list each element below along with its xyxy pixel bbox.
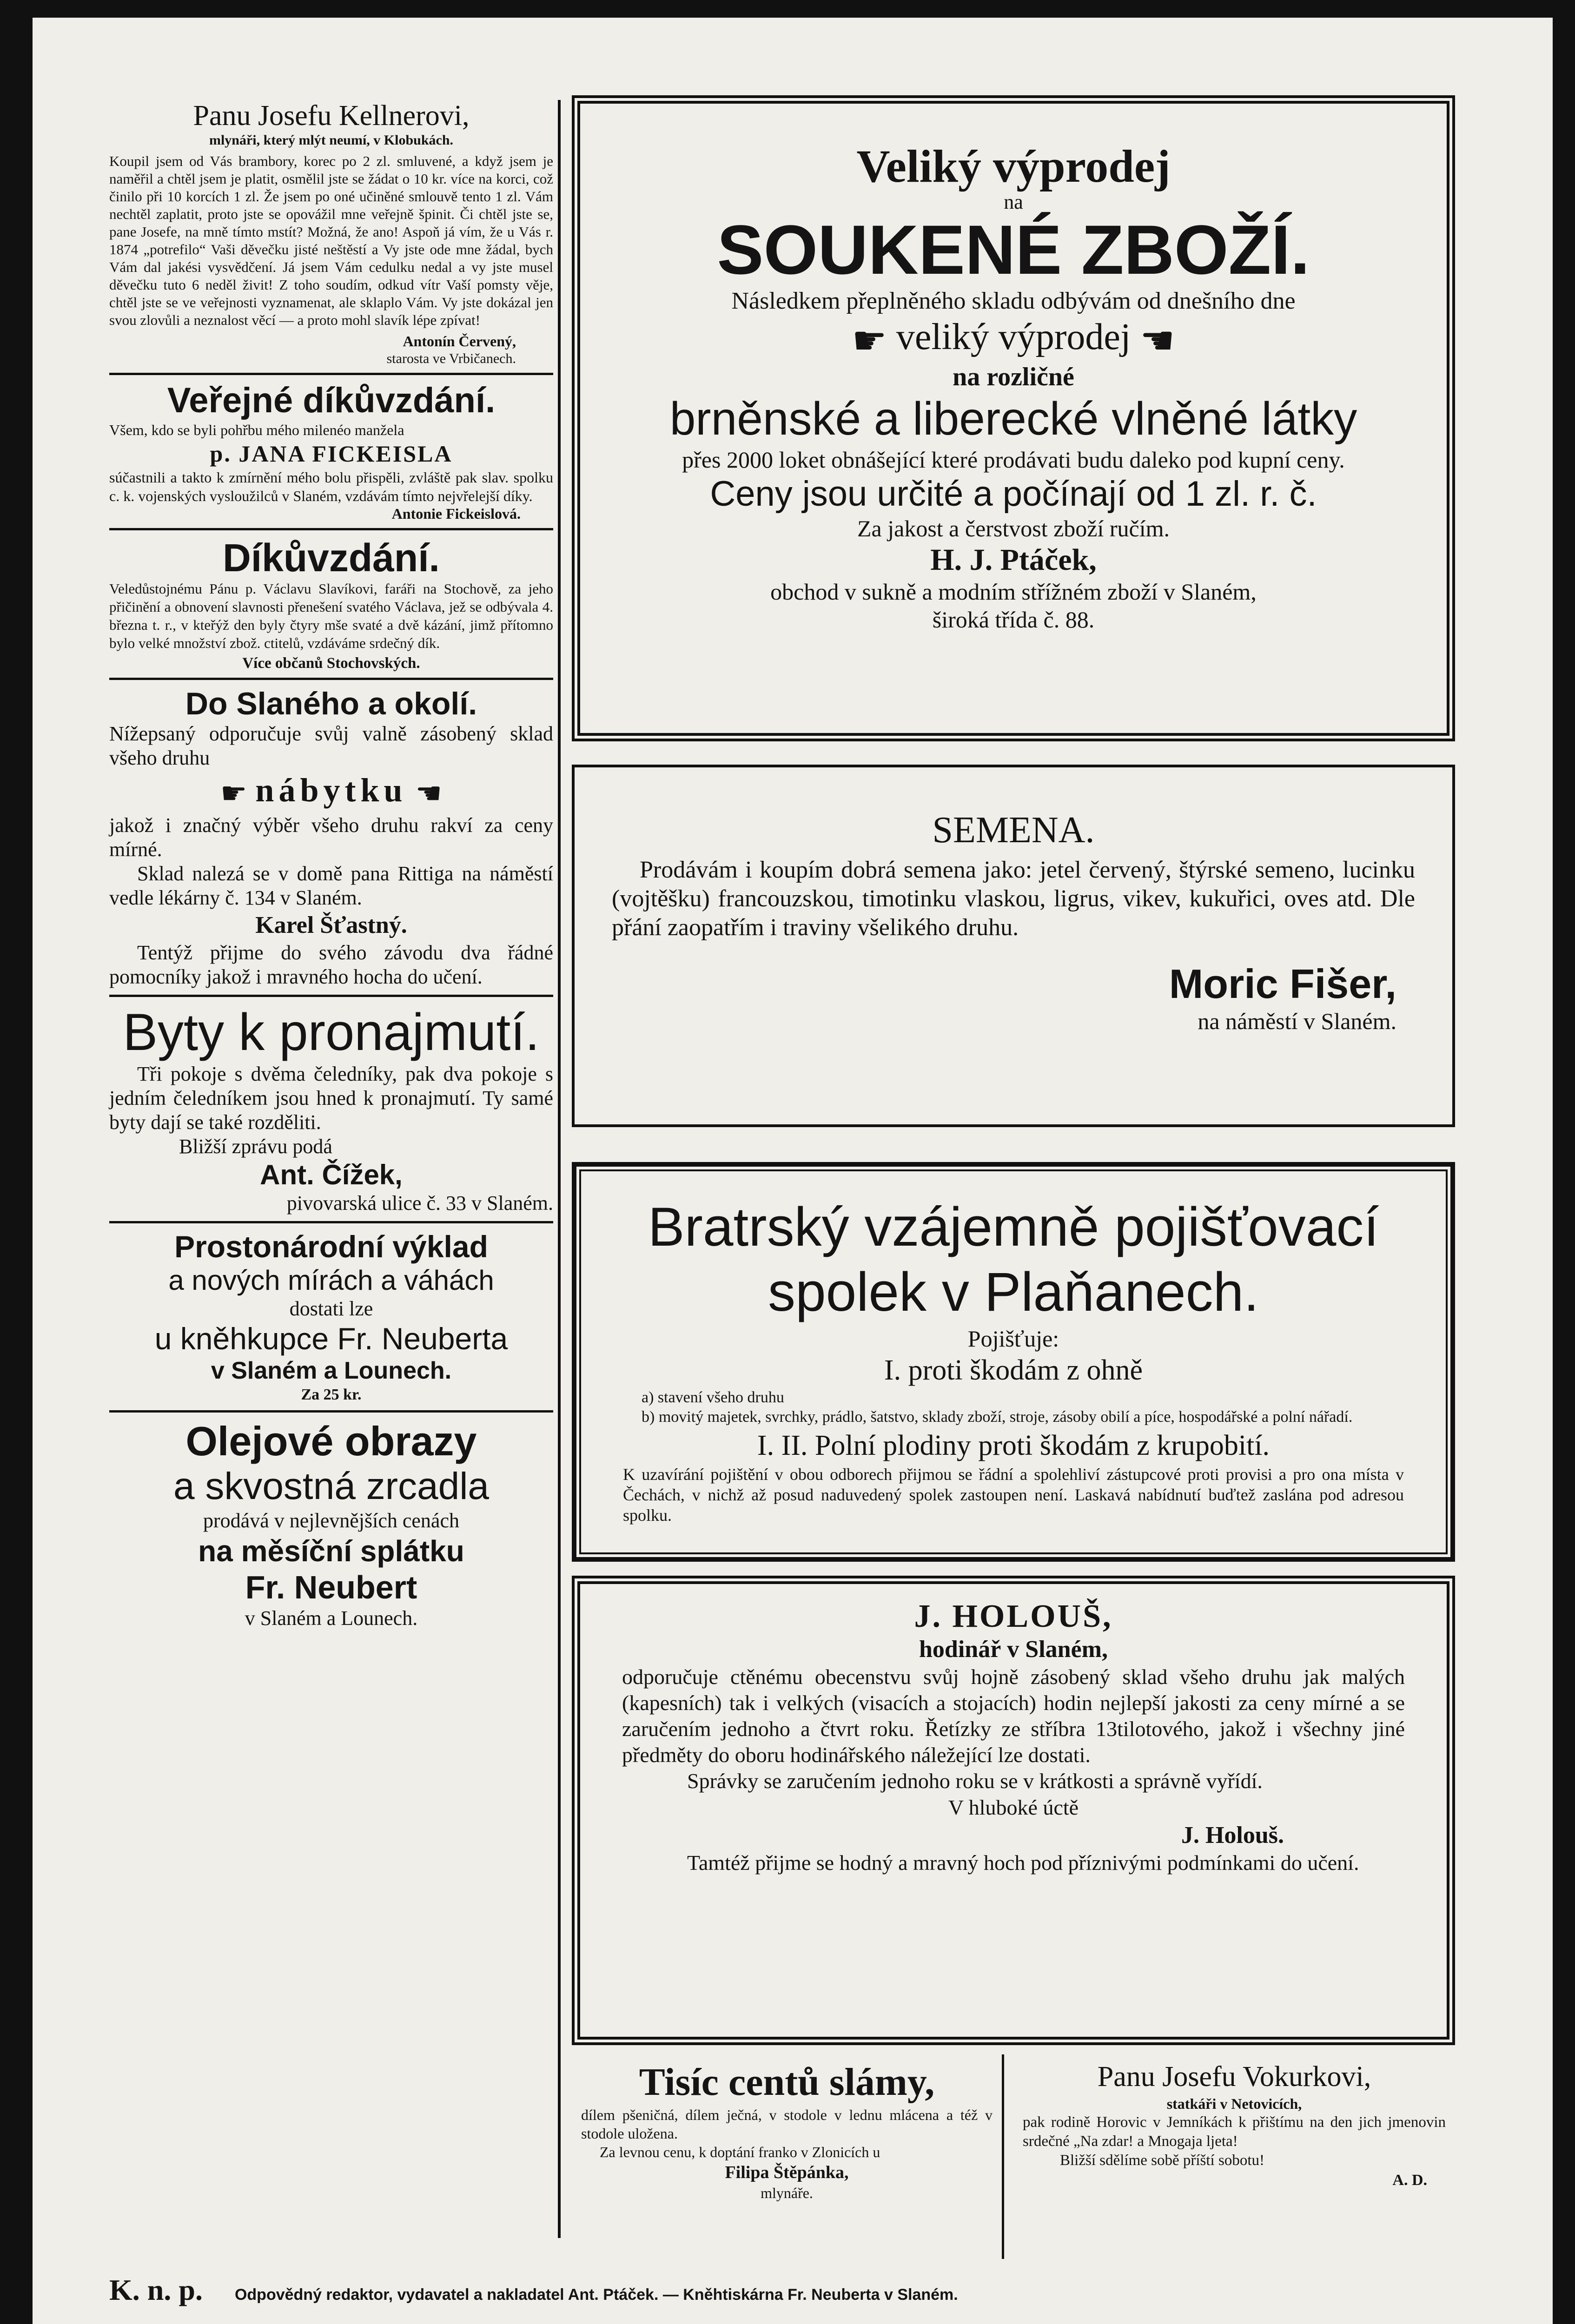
slama-title: Tisíc centů slámy, <box>639 2060 935 2104</box>
obrazy-line5: Fr. Neubert <box>245 1569 417 1606</box>
slama-body: dílem pšeničná, dílem ječná, v stodole v lednu mlácena a též v stodole uložena. <box>581 2106 993 2142</box>
pointing-hand-left-icon: ☚ <box>415 776 442 811</box>
verejne-intro: Všem, kdo se byli pohřbu mého milenéo manžela <box>109 422 404 438</box>
vyklad-line3: dostati lze <box>289 1297 373 1320</box>
pojistovna-body: K uzavírání pojištění v obou odborech přijmou se řádní a spolehliví zástupcové proti provisi a pro ona místa v Čechách, v nichž až posud naduvedený spolek zastoupen není. Laskavá nabídnutí buďtež zaslána pod adresou spolku. <box>623 1465 1404 1525</box>
divider <box>109 678 553 680</box>
vyklad-price: Za 25 kr. <box>301 1386 362 1404</box>
pointing-hand-left-icon: ☚ <box>1140 317 1175 363</box>
vyprodej-big: veliký výprodej <box>896 317 1131 357</box>
byty-name: Ant. Čížek, <box>260 1159 403 1191</box>
nabytek-highlight-row <box>109 770 553 813</box>
vokurka-body: pak rodině Horovic v Jemníkách k přištímu na den jich jmenovin srdečné „Na zdar! a Mnogaja ljeta! <box>1023 2114 1446 2150</box>
pojistovna-section1: I. proti škodám z ohně <box>884 1354 1143 1386</box>
vyprodej-title: Veliký výprodej <box>856 140 1171 192</box>
footer-mark: K. n. p. <box>109 2273 203 2306</box>
semena-address: na náměstí v Slaném. <box>1198 1008 1396 1034</box>
vokurka-signature: A. D. <box>1392 2172 1427 2189</box>
pointing-hand-right-icon: ☛ <box>220 776 247 811</box>
pojistovna-item-b: b) movitý majetek, svrchky, prádlo, šatstvo, sklady zboží, stroje, zásoby obilí a píce, hospodářské a polní nářadí. <box>642 1408 1353 1426</box>
holous-ad <box>572 1576 1455 2045</box>
divider <box>109 528 553 530</box>
pojistovna-ad <box>572 1162 1455 1562</box>
byty-ad <box>109 1003 553 1215</box>
column-rule <box>558 100 561 2238</box>
scan-edge-top <box>0 0 1575 18</box>
holous-body: odporučuje ctěnému obecenstvu svůj hojně zásobený sklad všeho druhu jak malých (kapesních) tak i velkých (visacích a stojacích) hodin nejlepší jakosti za ceny mírné a se zaručením jednoho a čtvrt roku. Řetízky ze stříbra 13tilotového, jakož i všechny jiné předměty do oboru hodinářského náležející lze dostati. <box>622 1665 1405 1767</box>
slama-name: Filipa Štěpánka, <box>725 2163 849 2182</box>
vyprodej-name: H. J. Ptáček, <box>930 542 1097 577</box>
vyprodej-prices: Ceny jsou určité a počínají od 1 zl. r. č. <box>710 474 1317 514</box>
kellner-signature: Antonín Červený, <box>403 333 516 350</box>
divider <box>109 1410 553 1413</box>
left-column <box>109 100 553 1631</box>
holous-repairs: Správky se zaručením jednoho roku se v krátkosti a správně vyřídí. <box>687 1769 1263 1793</box>
nabytek-body3: Tentýž přijme do svého závodu dva řádné pomocníky jakož i mravného hocha do učení. <box>109 941 553 989</box>
vokurka-subtitle: statkáři v Netovicích, <box>1166 2095 1302 2112</box>
slama-price: Za levnou cenu, k doptání franko v Zlonicích u <box>600 2144 880 2160</box>
divider <box>109 995 553 997</box>
byty-address: pivovarská ulice č. 33 v Slaném. <box>286 1192 553 1215</box>
dikuvzdani-signature: Více občanů Stochovských. <box>242 655 420 672</box>
vyprodej-body: přes 2000 loket obnášející které prodávati budu daleko pod kupní ceny. <box>682 446 1345 473</box>
holous-title: J. HOLOUŠ, <box>914 1598 1113 1634</box>
scan-edge-left <box>0 0 33 2324</box>
holous-name: J. Holouš. <box>1181 1822 1284 1849</box>
verejne-signature: Antonie Fickeislová. <box>391 505 521 522</box>
pojistovna-item-a: a) stavení všeho druhu <box>642 1389 784 1406</box>
verejne-body: súčastnili a takto k zmírnění mého bolu přispěli, zvláště pak slav. spolku c. k. vojenských vysloužilců v Slaném, vzdávám tímto nejvřelejší díky. <box>109 469 553 504</box>
obrazy-line3: prodává v nejlevnějších cenách <box>203 1509 459 1532</box>
vyprodej-goods: brněnské a liberecké vlněné látky <box>669 392 1357 445</box>
kellner-subtitle: mlynáři, který mlýt neumí, v Klobukách. <box>209 132 453 148</box>
vyprodej-headline: SOUKENÉ ZBOŽÍ. <box>717 211 1310 289</box>
footer-text: Odpovědný redaktor, vydavatel a nakladatel Ant. Ptáček. — Kněhtiskárna Fr. Neuberta v Slaném. <box>234 2286 958 2304</box>
pointing-hand-right-icon: ☛ <box>852 317 887 363</box>
scan-edge-right <box>1553 0 1575 2324</box>
kellner-title: Panu Josefu Kellnerovi, <box>193 100 470 132</box>
semena-ad <box>572 765 1455 1127</box>
verejne-title: Veřejné díkůvzdání. <box>167 381 496 420</box>
pojistovna-pojistuje: Pojišťuje: <box>967 1326 1059 1352</box>
semena-title: SEMENA. <box>932 810 1095 851</box>
slama-ad <box>572 2054 1004 2259</box>
slama-role: mlynáře. <box>761 2185 813 2201</box>
verejne-dikuvzdani <box>109 381 553 522</box>
byty-body: Tři pokoje s dvěma čeledníky, pak dva pokoje s jedním čeledníkem jsou hned k pronajmutí. Ty samé byty dají se také rozděliti. <box>109 1063 553 1134</box>
nabytek-highlight: nábytku <box>255 772 407 809</box>
pojistovna-title: Bratrský vzájemně pojišťovací spolek v Plaňanech. <box>648 1196 1379 1323</box>
semena-name: Moric Fišer, <box>1169 961 1396 1007</box>
pojistovna-section2: I. II. Polní plodiny proti škodám z krupobití. <box>757 1430 1270 1461</box>
byty-info: Bližší zprávu podá <box>179 1135 332 1158</box>
obrazy-line1: Olejové obrazy <box>185 1418 477 1465</box>
dikuvzdani <box>109 536 553 672</box>
nabytek-intro: Nížepsaný odporučuje svůj valně zásobený sklad všeho druhu <box>109 722 553 769</box>
vyklad-line1: Prostonárodní výklad <box>174 1229 488 1264</box>
dikuvzdani-body: Veledůstojnému Pánu p. Václavu Slavíkovi, faráři na Stochově, za jeho přičinění a obnovení slavnosti přenešení svatého Václava, jež se odbývala 4. března t. r., v kteřýž den byly čtyry mše svaté a dvě kázání, jimž přítomno bylo velké množství zbož. ctitelů, vzdáváme srdečný dík. <box>109 581 553 651</box>
vyprodej-intro: Následkem přeplněného skladu odbývám od dnešního dne <box>731 288 1296 314</box>
divider <box>109 373 553 375</box>
holous-footnote: Tamtéž přijme se hodný a mravný hoch pod příznivými podmínkami do učení. <box>687 1851 1359 1875</box>
vyprodej-ad <box>572 95 1455 741</box>
obrazy-line4: na měsíční splátku <box>198 1534 464 1568</box>
vyprodej-address: široká třída č. 88. <box>932 606 1095 633</box>
obrazy-ad <box>109 1418 553 1631</box>
holous-subtitle: hodinář v Slaném, <box>919 1636 1108 1663</box>
nabytek-body2: Sklad nalezá se v domě pana Rittiga na náměstí vedle lékárny č. 134 v Slaném. <box>109 862 553 910</box>
divider <box>109 1221 553 1223</box>
vyprodej-na: na <box>1004 191 1023 213</box>
vyprodej-guarantee: Za jakost a čerstvost zboží ručím. <box>857 515 1170 541</box>
nabytek-title: Do Slaného a okolí. <box>185 686 477 721</box>
nabytek-body1: jakož i značný výběr všeho druhu rakví za ceny mírné. <box>109 814 553 861</box>
vokurka-closing: Bližší sdělíme sobě příští sobotu! <box>1060 2152 1264 2169</box>
verejne-name: p. JANA FICKEISLA <box>210 441 453 467</box>
page-footer <box>109 2273 1504 2307</box>
vyklad-line4: u kněhkupce Fr. Neuberta <box>154 1321 508 1356</box>
vyprodej-shop: obchod v sukně a modním střížném zboží v Slaném, <box>770 578 1257 605</box>
kellner-notice <box>109 100 553 367</box>
nabytek-ad <box>109 686 553 989</box>
byty-title: Byty k pronajmutí. <box>123 1003 540 1062</box>
vyklad-line5: v Slaném a Lounech. <box>211 1357 452 1385</box>
vyklad-ad <box>109 1229 553 1405</box>
kellner-signature-role: starosta ve Vrbičanech. <box>386 351 516 366</box>
vyprodej-big-row <box>603 316 1423 362</box>
obrazy-line6: v Slaném a Lounech. <box>245 1607 418 1630</box>
vokurka-ad <box>1013 2054 1455 2259</box>
vyklad-line2: a nových mírách a váhách <box>168 1265 494 1296</box>
kellner-body: Koupil jsem od Vás brambory, korec po 2 zl. smluvené, a když jsem je naměřil a chtěl jsem je platit, osmělil jste se žádat o 10 kr. více na korci, což činilo při 10 korcích 1 zl. Že jsem po oné učiněné smlouvě tento 1 zl. Vám nechtěl zaplatit, proto jste se opovážil mne veřejně špinit. Či chtěl jste se, pane Josefe, na mně tímto mstít? Možná, že ano! Aspoň já vím, že u Vás r. 1874 „potrefilo“ Vaši děvečku jisté neštěstí a Vy jste ode mne žádal, bych Vám dal jakési vysvědčení. Já jsem Vám cedulku nedal a vy jste musel děvečku tuto 6 neděl živit! Z toho soudím, odkud vítr Vaší pomsty věje, chtěl jste se ve veřejnosti vyznamenat, ale sklaplo Vám. Vy jste dokázal jen svou zlovůli a neznalost věcí — a proto mohl slavík lépe zpívat! <box>109 153 553 328</box>
nabytek-name: Karel Šťastný. <box>255 912 407 939</box>
holous-greeting: V hluboké úctě <box>948 1796 1079 1819</box>
semena-body: Prodávám i koupím dobrá semena jako: jetel červený, štýrské semeno, lucinku (vojtěšku) francouzskou, timotinku vlaskou, ligrus, vikev, kukuřici, oves atd. Dle přání zaopatřím i traviny všelikého druhu. <box>612 857 1415 941</box>
vokurka-title: Panu Josefu Vokurkovi, <box>1097 2061 1371 2093</box>
obrazy-line2: a skvostná zrcadla <box>173 1465 490 1508</box>
dikuvzdani-title: Díkůvzdání. <box>223 536 440 580</box>
vyprodej-sub: na rozličné <box>953 362 1074 391</box>
